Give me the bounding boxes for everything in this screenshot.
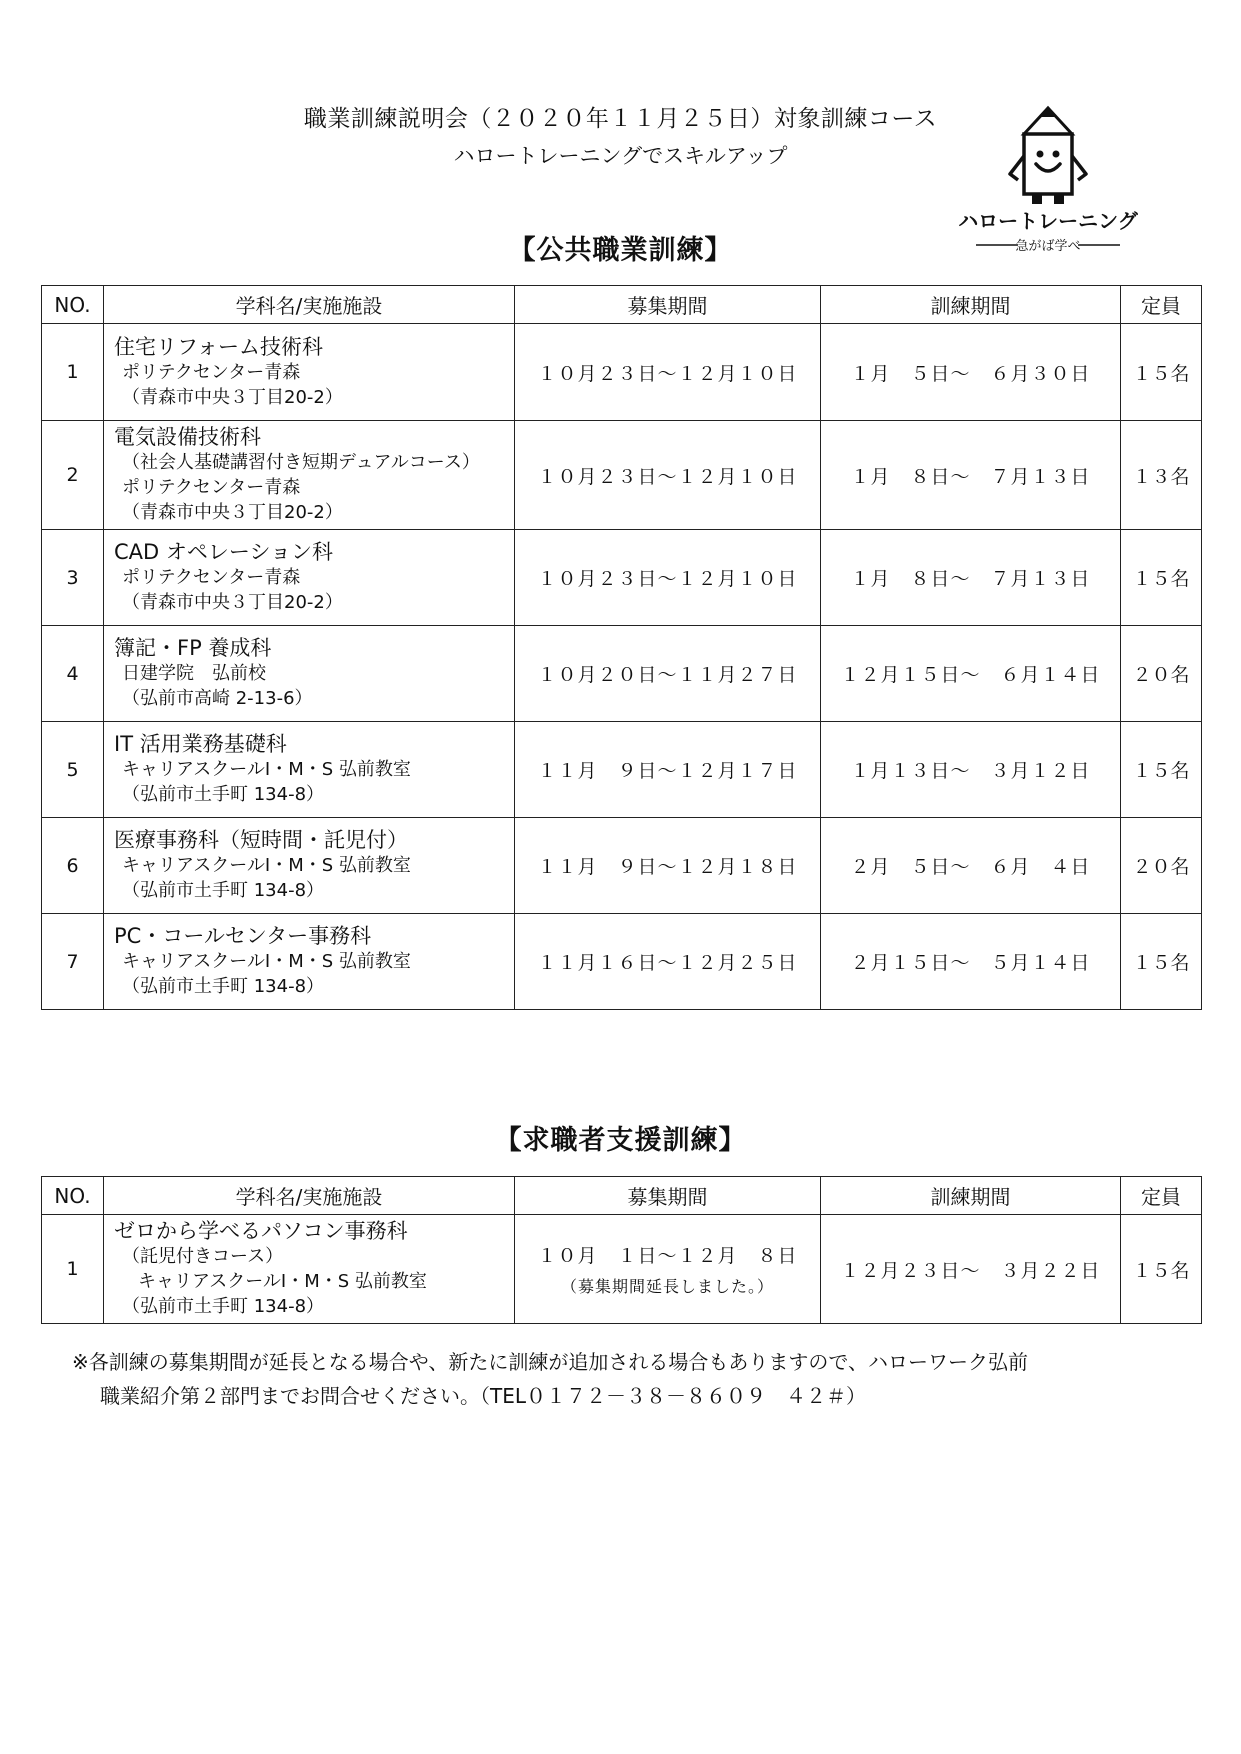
row-number: 2: [42, 421, 104, 530]
public-training-heading: 【公共職業訓練】: [508, 235, 733, 266]
course-address: （弘前市土手町 134-8）: [122, 880, 325, 901]
training-period: ２月１５日〜 ５月１４日: [821, 914, 1121, 1010]
training-period: １２月１５日〜 ６月１４日: [821, 626, 1121, 722]
column-header-recruitment: 募集期間: [515, 286, 821, 324]
table-row: [42, 626, 1202, 722]
column-header-no: NO.: [42, 1177, 104, 1215]
recruitment-period: １０月２３日〜１２月１０日: [515, 324, 821, 421]
course-facility: キャリアスクールI・M・S 弘前教室: [122, 855, 411, 876]
logo-tagline: 急がば学べ: [1015, 239, 1081, 254]
capacity: １５名: [1121, 530, 1202, 626]
column-header-no: NO.: [42, 286, 104, 324]
course-cell: [104, 530, 515, 626]
course-address: （弘前市土手町 134-8）: [122, 976, 325, 997]
training-period: １月 ８日〜 ７月１３日: [821, 530, 1121, 626]
recruitment-period: １０月２０日〜１１月２７日: [515, 626, 821, 722]
course-address: （青森市中央３丁目20-2）: [122, 386, 343, 408]
table-row: [42, 818, 1202, 914]
course-cell: [104, 324, 515, 421]
column-header-capacity: 定員: [1121, 286, 1202, 324]
course-address: （弘前市土手町 134-8）: [122, 1296, 325, 1317]
row-number: 1: [42, 324, 104, 421]
course-facility: 日建学院 弘前校: [122, 663, 266, 684]
recruitment-period: １１月 ９日〜１２月１８日: [515, 818, 821, 914]
table-row: [42, 1215, 1202, 1324]
row-number: 6: [42, 818, 104, 914]
capacity: ２０名: [1121, 626, 1202, 722]
support-training-heading: 【求職者支援訓練】: [494, 1125, 747, 1156]
course-facility: キャリアスクールI・M・S 弘前教室: [138, 1271, 427, 1292]
course-note: （社会人基礎講習付き短期デュアルコース）: [122, 452, 480, 473]
course-note: （託児付きコース）: [122, 1246, 284, 1267]
column-header-capacity: 定員: [1121, 1177, 1202, 1215]
table-row: [42, 421, 1202, 530]
course-address: （弘前市土手町 134-8）: [122, 784, 325, 805]
capacity: ２０名: [1121, 818, 1202, 914]
support-training-table: [41, 1176, 1202, 1324]
training-period: １２月２３日〜 ３月２２日: [821, 1215, 1121, 1324]
column-header-course: 学科名/実施施設: [104, 1177, 515, 1215]
column-header-recruitment: 募集期間: [515, 1177, 821, 1215]
footnote-line-2: 職業紹介第２部門までお問合せください。（TEL０１７２－３８－８６０９ ４２＃）: [100, 1384, 866, 1408]
table-row: [42, 324, 1202, 421]
recruitment-extension-note: （募集期間延長しました。）: [560, 1277, 774, 1296]
table-header-row: [42, 286, 1202, 324]
recruitment-period-cell: [515, 1215, 821, 1324]
capacity: １５名: [1121, 1215, 1202, 1324]
row-number: 7: [42, 914, 104, 1010]
recruitment-period: １０月２３日〜１２月１０日: [515, 421, 821, 530]
row-number: 5: [42, 722, 104, 818]
course-cell: [104, 818, 515, 914]
course-address: （弘前市高崎 2-13-6）: [122, 688, 313, 709]
public-training-table: [41, 285, 1202, 1010]
logo-brand-text: ハロートレーニング: [958, 209, 1138, 233]
capacity: １５名: [1121, 914, 1202, 1010]
training-period: １月 ５日〜 ６月３０日: [821, 324, 1121, 421]
course-address: （青森市中央３丁目20-2）: [122, 502, 343, 523]
row-number: 3: [42, 530, 104, 626]
course-address: （青森市中央３丁目20-2）: [122, 592, 343, 613]
course-cell: [104, 421, 515, 530]
table-row: [42, 722, 1202, 818]
course-facility: キャリアスクールI・M・S 弘前教室: [122, 759, 411, 780]
course-name: PC・コールセンター事務科: [114, 924, 372, 948]
training-period: ２月 ５日〜 ６月 ４日: [821, 818, 1121, 914]
column-header-training: 訓練期間: [821, 1177, 1121, 1215]
recruitment-period: １０月 １日〜１２月 ８日: [537, 1245, 798, 1267]
footnote: [72, 1345, 1192, 1413]
row-number: 1: [42, 1215, 104, 1324]
course-name: 簿記・FP 養成科: [114, 636, 272, 660]
course-cell: [104, 1215, 515, 1324]
training-period: １月 ８日〜 ７月１３日: [821, 421, 1121, 530]
table-row: [42, 914, 1202, 1010]
table-row: [42, 530, 1202, 626]
course-facility: ポリテクセンター青森: [122, 477, 301, 498]
course-name: CAD オペレーション科: [114, 540, 334, 564]
recruitment-period: １０月２３日〜１２月１０日: [515, 530, 821, 626]
capacity: １５名: [1121, 324, 1202, 421]
course-name: 電気設備技術科: [114, 425, 261, 449]
column-header-course: 学科名/実施施設: [104, 286, 515, 324]
course-name: 住宅リフォーム技術科: [114, 334, 323, 359]
course-facility: キャリアスクールI・M・S 弘前教室: [122, 951, 411, 972]
course-name: 医療事務科（短時間・託児付）: [114, 828, 408, 852]
recruitment-period: １１月１６日〜１２月２５日: [515, 914, 821, 1010]
capacity: １５名: [1121, 722, 1202, 818]
course-cell: [104, 626, 515, 722]
footnote-line-1: ※各訓練の募集期間が延長となる場合や、新たに訓練が追加される場合もありますので、ハローワーク弘前: [72, 1350, 1028, 1374]
page-subtitle: ハロートレーニングでスキルアップ: [453, 144, 788, 168]
capacity: １３名: [1121, 421, 1202, 530]
course-cell: [104, 722, 515, 818]
table-header-row: [42, 1177, 1202, 1215]
course-name: IT 活用業務基礎科: [114, 732, 287, 756]
training-period: １月１３日〜 ３月１２日: [821, 722, 1121, 818]
recruitment-period: １１月 ９日〜１２月１７日: [515, 722, 821, 818]
course-name: ゼロから学べるパソコン事務科: [114, 1219, 408, 1243]
column-header-training: 訓練期間: [821, 286, 1121, 324]
page-title: 職業訓練説明会（２０２０年１１月２５日）対象訓練コース: [303, 106, 938, 132]
course-facility: ポリテクセンター青森: [122, 567, 301, 588]
course-cell: [104, 914, 515, 1010]
course-facility: ポリテクセンター青森: [122, 361, 301, 383]
row-number: 4: [42, 626, 104, 722]
